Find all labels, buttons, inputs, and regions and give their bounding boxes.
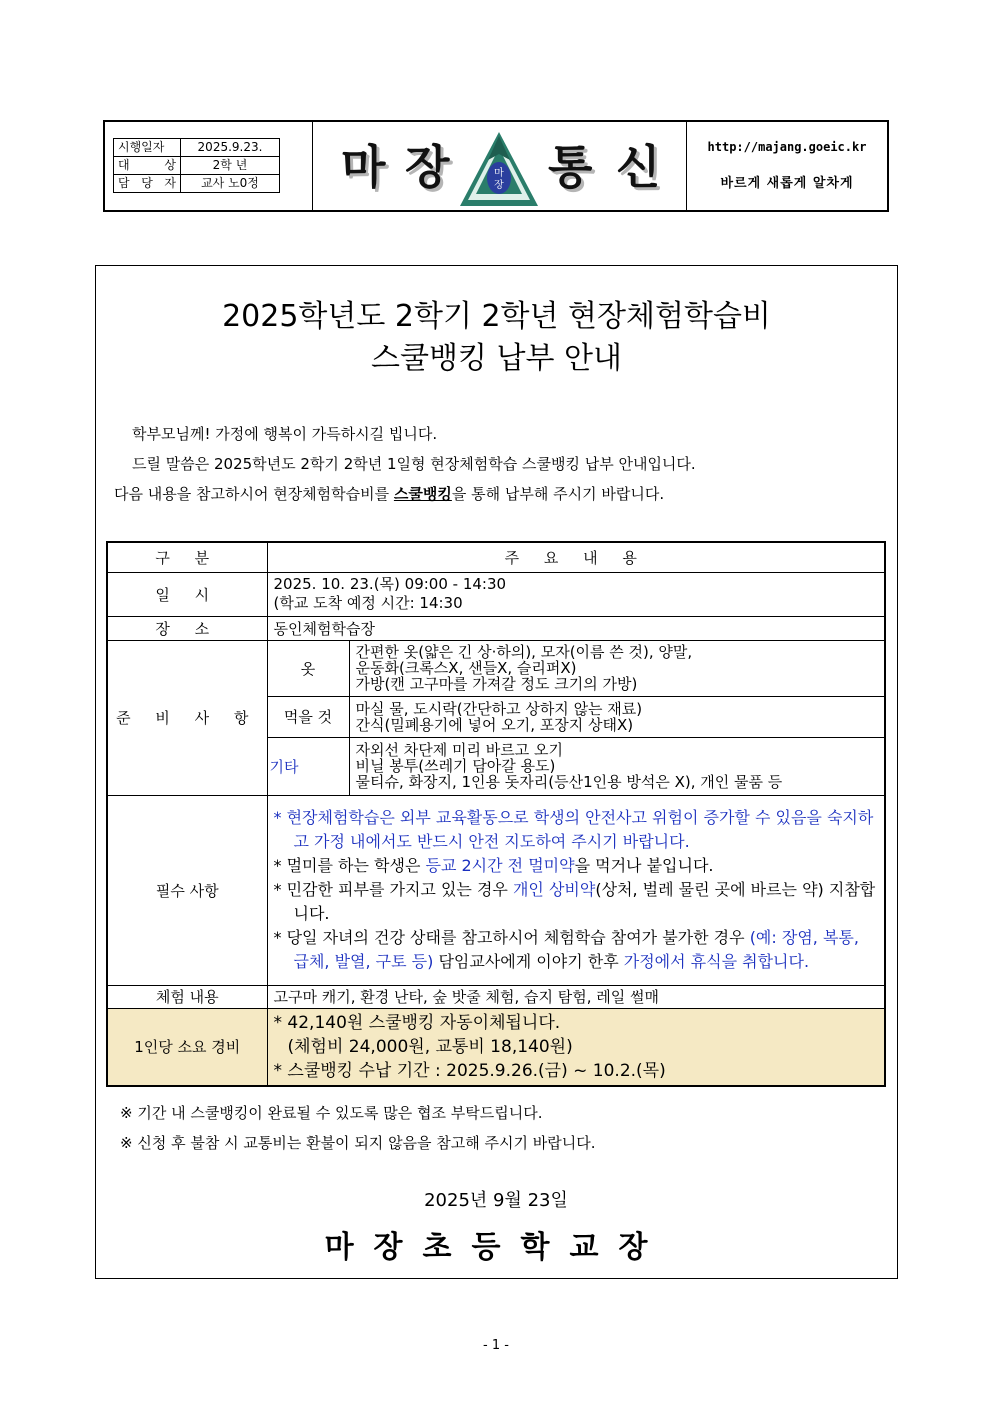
row-content [267,572,885,616]
info-table [106,541,886,1087]
meta-row [114,157,280,175]
row-content [349,640,885,696]
prep-line: 운동화(크록스X, 샌들X, 슬리퍼X) [355,659,577,677]
meta-value: 2학 년 [181,157,280,175]
required-emphasis: 등교 2시간 전 멀미약 [425,856,575,875]
row-label: 장 소 [107,616,267,640]
school-url[interactable]: http://majang.goeic.kr [707,140,867,154]
intro-text [114,419,884,509]
prep-line: 자외선 차단제 미리 바르고 오기 [355,741,563,759]
masthead-char: 신 [616,140,661,194]
header-content: 주 요 내 용 [267,542,885,572]
table-row [107,985,885,1008]
sub-label: 먹을 것 [267,696,349,737]
row-label: 필수 사항 [107,795,267,985]
required-text: 담임교사에게 이야기 한후 [433,952,624,971]
cost-line: * 42,140원 스쿨뱅킹 자동이체됩니다. [273,1012,561,1033]
prep-line: 가방(캔 고구마를 가져갈 정도 크기의 가방) [355,675,638,693]
required-item [274,854,879,878]
meta-row [114,175,280,193]
table-row [107,616,885,640]
row-label: 준 비 사 항 [107,640,267,795]
meta-value: 교사 노0정 [181,175,280,193]
sub-label: 옷 [267,640,349,696]
row-label: 체험 내용 [107,985,267,1008]
required-text: 을 먹거나 붙입니다. [574,856,714,875]
cost-line: (체험비 24,000원, 교통비 18,140원) [287,1036,573,1057]
required-text: 민감한 피부를 가지고 있는 경우 [286,880,513,899]
meta-table [113,138,280,193]
required-emphasis: 가정에서 휴식을 취합니다. [623,952,810,971]
sub-label: 기타 [267,737,349,795]
required-item: * 현장체험학습은 외부 교육활동으로 학생의 안전사고 위험이 증가할 수 있음을 숙지하고 가정 내에서도 반드시 안전 지도하여 주시기 바랍니다. [274,806,879,854]
intro-text-part: 다음 내용을 참고하시어 현장체험학습비를 [114,485,394,503]
prep-line: 간식(밀폐용기에 넣어 오기, 포장지 상태X) [355,715,634,734]
row-content: 고구마 캐기, 환경 난타, 숲 밧줄 체험, 습지 탐험, 레일 썰매 [267,985,885,1008]
intro-paragraph [114,479,884,509]
intro-paragraph: 드릴 말씀은 2025학년도 2학기 2학년 1일형 현장체험학습 스쿨뱅킹 납부 안내입니다. [132,455,696,473]
prep-line: 물티슈, 화장지, 1인용 돗자리(등산1인용 방석은 X), 개인 물품 등 [355,773,783,791]
note-line: ※ 기간 내 스쿨뱅킹이 완료될 수 있도록 많은 협조 부탁드립니다. [120,1104,543,1122]
cost-line: * 스쿨뱅킹 수납 기간 : 2025.9.26.(금) ~ 10.2.(목) [273,1060,666,1081]
masthead-char: 마 [341,140,386,194]
meta-label: 담 당 자 [114,175,181,193]
required-emphasis: 개인 상비약 [512,880,596,899]
meta-label: 대 상 [114,157,181,175]
title-line: 스쿨뱅킹 납부 안내 [371,341,622,376]
table-row [107,795,885,985]
header-info-cell [687,122,887,210]
notes [120,1098,596,1158]
table-row [107,572,885,616]
row-content: 동인체험학습장 [267,616,885,640]
meta-row [114,139,280,157]
required-item [274,878,879,926]
masthead-cell [313,122,687,210]
table-row [107,640,885,696]
masthead-char: 통 [548,140,593,194]
schedule-line: (학교 도착 예정 시간: 14:30 [273,594,463,612]
newsletter-header [103,120,889,212]
school-emblem-logo [458,130,540,208]
school-motto: 바르게 새롭게 알차게 [720,176,854,191]
row-content [267,795,885,985]
prep-line: 간편한 옷(얇은 긴 상·하의), 모자(이름 쓴 것), 양말, [355,643,693,661]
row-content [349,737,885,795]
required-text: 당일 자녀의 건강 상태를 참고하시어 체험학습 참여가 불가한 경우 [286,928,750,947]
row-content [267,1008,885,1086]
meta-label: 시행일자 [114,139,181,157]
intro-text-part: 을 통해 납부해 주시기 바랍니다. [451,485,665,503]
row-content [349,696,885,737]
emblem-lettering: 마 [494,168,504,179]
prep-line: 마실 물, 도시락(간단하고 상하지 않는 재료) [355,699,643,718]
masthead-char: 장 [405,140,450,194]
header-meta-cell [105,122,313,210]
intro-paragraph: 학부모님께! 가정에 행복이 가득하시길 빕니다. [132,425,438,443]
principal-signature: 마장초등학교장 [324,1230,668,1265]
cost-row [107,1008,885,1086]
table-header-row [107,542,885,572]
page-number: - 1 - [483,1338,509,1353]
row-label: 1인당 소요 경비 [107,1008,267,1086]
required-item [274,926,879,974]
masthead [313,122,686,210]
required-emphasis: (예: 장염, 복통, 급체, 발열, 구토 등) [293,928,859,971]
issue-date: 2025년 9월 23일 [424,1190,568,1211]
emblem-lettering: 장 [494,180,504,191]
note-line: ※ 신청 후 불참 시 교통비는 환불이 되지 않음을 참고해 주시기 바랍니다. [120,1134,596,1152]
notice-title [96,296,897,380]
title-line: 2025학년도 2학기 2학년 현장체험학습비 [222,299,771,334]
schedule-line: 2025. 10. 23.(목) 09:00 - 14:30 [273,575,507,593]
meta-value: 2025.9.23. [181,139,280,157]
header-category: 구 분 [107,542,267,572]
intro-emphasis: 스쿨뱅킹 [393,485,452,503]
prep-line: 비닐 봉투(쓰레기 담아갈 용도) [355,757,556,775]
required-text: (상처, 벌레 물린 곳에 바르는 약) 지참합니다. [293,880,876,923]
required-text: 멀미를 하는 학생은 [286,856,426,875]
row-label: 일 시 [107,572,267,616]
